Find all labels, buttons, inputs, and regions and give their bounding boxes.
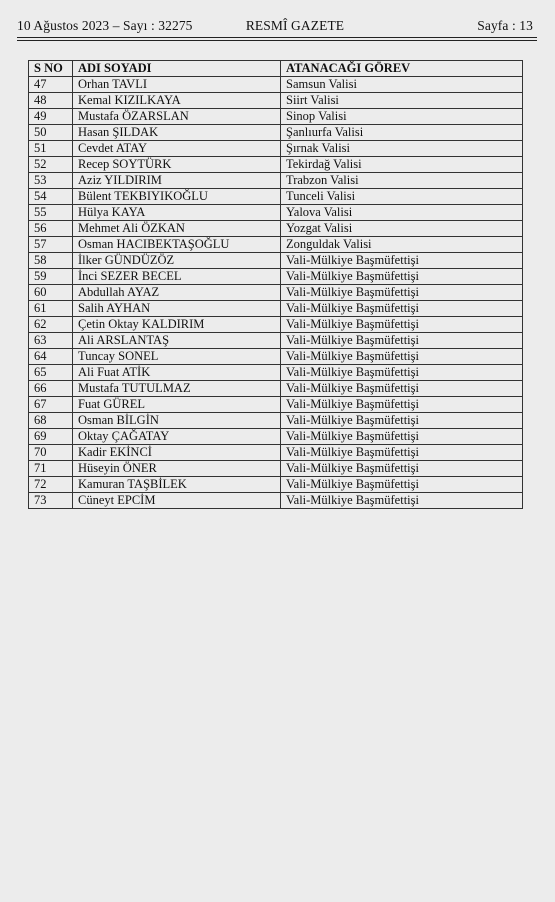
cell-sno: 63 [29, 333, 73, 349]
cell-position: Şırnak Valisi [281, 141, 523, 157]
table-header-row [29, 61, 523, 77]
cell-name: Ali Fuat ATİK [73, 365, 281, 381]
cell-sno: 66 [29, 381, 73, 397]
cell-sno: 51 [29, 141, 73, 157]
cell-position: Vali-Mülkiye Başmüfettişi [281, 493, 523, 509]
table-row [29, 77, 523, 93]
table-row [29, 205, 523, 221]
cell-name: Hüseyin ÖNER [73, 461, 281, 477]
cell-sno: 67 [29, 397, 73, 413]
table-row [29, 397, 523, 413]
cell-sno: 62 [29, 317, 73, 333]
cell-name: Ali ARSLANTAŞ [73, 333, 281, 349]
table-row [29, 173, 523, 189]
cell-position: Vali-Mülkiye Başmüfettişi [281, 333, 523, 349]
column-header-position: ATANACAĞI GÖREV [281, 61, 523, 77]
cell-position: Samsun Valisi [281, 77, 523, 93]
cell-name: Aziz YILDIRIM [73, 173, 281, 189]
cell-sno: 69 [29, 429, 73, 445]
cell-sno: 72 [29, 477, 73, 493]
cell-position: Tekirdağ Valisi [281, 157, 523, 173]
cell-sno: 57 [29, 237, 73, 253]
table-row [29, 109, 523, 125]
cell-name: Mustafa TUTULMAZ [73, 381, 281, 397]
cell-name: Cevdet ATAY [73, 141, 281, 157]
cell-sno: 48 [29, 93, 73, 109]
cell-position: Vali-Mülkiye Başmüfettişi [281, 349, 523, 365]
cell-position: Yozgat Valisi [281, 221, 523, 237]
table-row [29, 253, 523, 269]
table-row [29, 365, 523, 381]
table-row [29, 333, 523, 349]
cell-sno: 64 [29, 349, 73, 365]
page-header [17, 14, 533, 36]
table-body [29, 77, 523, 509]
table-row [29, 221, 523, 237]
table-row [29, 381, 523, 397]
table-row [29, 445, 523, 461]
cell-name: Mustafa ÖZARSLAN [73, 109, 281, 125]
column-header-name: ADI SOYADI [73, 61, 281, 77]
cell-sno: 58 [29, 253, 73, 269]
table-row [29, 189, 523, 205]
cell-name: İlker GÜNDÜZÖZ [73, 253, 281, 269]
table-row [29, 349, 523, 365]
table-row [29, 141, 523, 157]
cell-position: Vali-Mülkiye Başmüfettişi [281, 301, 523, 317]
cell-position: Vali-Mülkiye Başmüfettişi [281, 269, 523, 285]
table-row [29, 285, 523, 301]
cell-position: Tunceli Valisi [281, 189, 523, 205]
cell-position: Vali-Mülkiye Başmüfettişi [281, 285, 523, 301]
cell-sno: 65 [29, 365, 73, 381]
cell-position: Vali-Mülkiye Başmüfettişi [281, 381, 523, 397]
cell-sno: 70 [29, 445, 73, 461]
header-rule-thin [17, 40, 537, 41]
table-row [29, 461, 523, 477]
cell-position: Trabzon Valisi [281, 173, 523, 189]
cell-position: Vali-Mülkiye Başmüfettişi [281, 413, 523, 429]
cell-position: Vali-Mülkiye Başmüfettişi [281, 365, 523, 381]
table-row [29, 269, 523, 285]
table-row [29, 93, 523, 109]
table-row [29, 301, 523, 317]
cell-sno: 68 [29, 413, 73, 429]
cell-name: Osman HACIBEKTAŞOĞLU [73, 237, 281, 253]
header-rule-thick [17, 37, 537, 38]
cell-sno: 71 [29, 461, 73, 477]
cell-sno: 61 [29, 301, 73, 317]
cell-position: Yalova Valisi [281, 205, 523, 221]
cell-sno: 53 [29, 173, 73, 189]
cell-name: Mehmet Ali ÖZKAN [73, 221, 281, 237]
cell-sno: 59 [29, 269, 73, 285]
cell-sno: 56 [29, 221, 73, 237]
table-row [29, 493, 523, 509]
table-row [29, 125, 523, 141]
cell-name: Cüneyt EPCİM [73, 493, 281, 509]
cell-position: Siirt Valisi [281, 93, 523, 109]
cell-name: Fuat GÜREL [73, 397, 281, 413]
cell-position: Vali-Mülkiye Başmüfettişi [281, 397, 523, 413]
cell-position: Vali-Mülkiye Başmüfettişi [281, 477, 523, 493]
cell-sno: 54 [29, 189, 73, 205]
cell-position: Sinop Valisi [281, 109, 523, 125]
cell-sno: 49 [29, 109, 73, 125]
cell-name: Bülent TEKBIYIKOĞLU [73, 189, 281, 205]
cell-name: İnci SEZER BECEL [73, 269, 281, 285]
appointment-table [28, 60, 523, 509]
cell-name: Hülya KAYA [73, 205, 281, 221]
cell-name: Tuncay SONEL [73, 349, 281, 365]
cell-position: Şanlıurfa Valisi [281, 125, 523, 141]
page-number: Sayfa : 13 [477, 18, 533, 33]
cell-name: Hasan ŞILDAK [73, 125, 281, 141]
cell-sno: 52 [29, 157, 73, 173]
cell-name: Osman BİLGİN [73, 413, 281, 429]
cell-name: Orhan TAVLI [73, 77, 281, 93]
cell-name: Oktay ÇAĞATAY [73, 429, 281, 445]
cell-sno: 73 [29, 493, 73, 509]
cell-position: Vali-Mülkiye Başmüfettişi [281, 445, 523, 461]
table-row [29, 237, 523, 253]
issue-date-number: 10 Ağustos 2023 – Sayı : 32275 [17, 18, 193, 33]
table-row [29, 317, 523, 333]
cell-sno: 60 [29, 285, 73, 301]
cell-position: Vali-Mülkiye Başmüfettişi [281, 317, 523, 333]
column-header-sno: S NO [29, 61, 73, 77]
cell-name: Çetin Oktay KALDIRIM [73, 317, 281, 333]
table-row [29, 477, 523, 493]
cell-sno: 47 [29, 77, 73, 93]
cell-position: Zonguldak Valisi [281, 237, 523, 253]
cell-name: Abdullah AYAZ [73, 285, 281, 301]
table-row [29, 157, 523, 173]
cell-sno: 55 [29, 205, 73, 221]
cell-name: Kemal KIZILKAYA [73, 93, 281, 109]
cell-position: Vali-Mülkiye Başmüfettişi [281, 253, 523, 269]
cell-name: Salih AYHAN [73, 301, 281, 317]
table-row [29, 413, 523, 429]
cell-sno: 50 [29, 125, 73, 141]
cell-position: Vali-Mülkiye Başmüfettişi [281, 461, 523, 477]
cell-position: Vali-Mülkiye Başmüfettişi [281, 429, 523, 445]
cell-name: Recep SOYTÜRK [73, 157, 281, 173]
cell-name: Kamuran TAŞBİLEK [73, 477, 281, 493]
publication-title: RESMÎ GAZETE [245, 18, 345, 33]
cell-name: Kadir EKİNCİ [73, 445, 281, 461]
table-row [29, 429, 523, 445]
